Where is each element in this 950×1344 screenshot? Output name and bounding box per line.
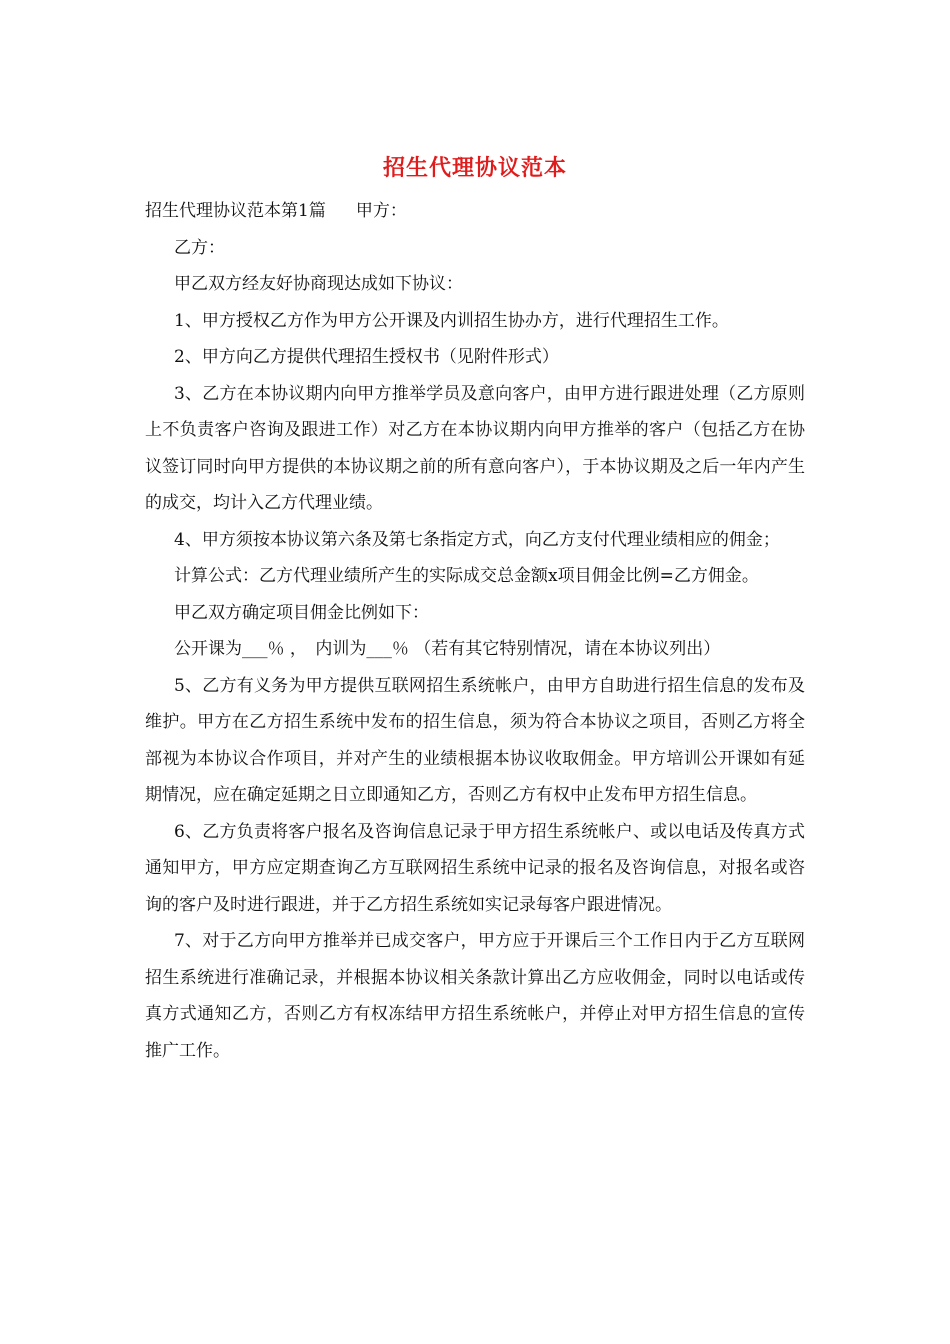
paragraph-ratio-intro: 甲乙双方确定项目佣金比例如下： <box>174 602 429 623</box>
header-line <box>145 193 805 230</box>
paragraph-clause-7: 7、对于乙方向甲方推举并已成交客户，甲方应于开课后三个工作日内于乙方互联网招生系统进行准确记录，并根据本协议相关条款计算出乙方应收佣金，同时以电话或传真方式通知乙方，否则乙方有权冻结甲方招生系统帐户，并停止对甲方招生信息的宣传推广工作。 <box>145 931 805 1061</box>
paragraph-formula: 计算公式：乙方代理业绩所产生的实际成交总金额x项目佣金比例=乙方佣金。 <box>174 566 759 586</box>
paragraph-intro: 甲乙双方经友好协商现达成如下协议： <box>174 274 463 294</box>
document-body <box>145 193 805 1069</box>
paragraph-ratio-values: 公开课为___％ ， 内训为___％ （若有其它特别情况，请在本协议列出） <box>174 639 721 659</box>
paragraph-clause-6: 6、乙方负责将客户报名及咨询信息记录于甲方招生系统帐户、或以电话及传真方式通知甲方，甲方应定期查询乙方互联网招生系统中记录的报名及咨询信息，对报名或咨询的客户及时进行跟进，并于乙方招生系统如实记录每客户跟进情况。 <box>145 821 805 915</box>
header-line-right: 甲方： <box>355 201 407 221</box>
paragraph-clause-4: 4、甲方须按本协议第六条及第七条指定方式，向乙方支付代理业绩相应的佣金； <box>174 529 780 550</box>
paragraph-clause-5: 5、乙方有义务为甲方提供互联网招生系统帐户，由甲方自助进行招生信息的发布及维护。甲方在乙方招生系统中发布的招生信息，须为符合本协议之项目，否则乙方将全部视为本协议合作项目，并对产生的业绩根据本协议收取佣金。甲方培训公开课如有延期情况，应在确定延期之日立即通知乙方，否则乙方有权中止发布甲方招生信息。 <box>145 675 805 805</box>
header-line-left: 招生代理协议范本第1篇 <box>145 201 326 221</box>
paragraph-party-b: 乙方： <box>174 237 225 258</box>
paragraph-clause-3: 3、乙方在本协议期内向甲方推举学员及意向客户，由甲方进行跟进处理（乙方原则上不负责客户咨询及跟进工作）对乙方在本协议期内向甲方推举的客户（包括乙方在协议签订同时向甲方提供的本协议期之前的所有意向客户），于本协议期及之后一年内产生的成交，均计入乙方代理业绩。 <box>145 383 805 513</box>
paragraph-clause-1: 1、甲方授权乙方作为甲方公开课及内训招生协办方，进行代理招生工作。 <box>174 310 729 331</box>
paragraph-clause-2: 2、甲方向乙方提供代理招生授权书（见附件形式） <box>174 347 559 367</box>
document-title: 招生代理协议范本 <box>382 155 567 181</box>
